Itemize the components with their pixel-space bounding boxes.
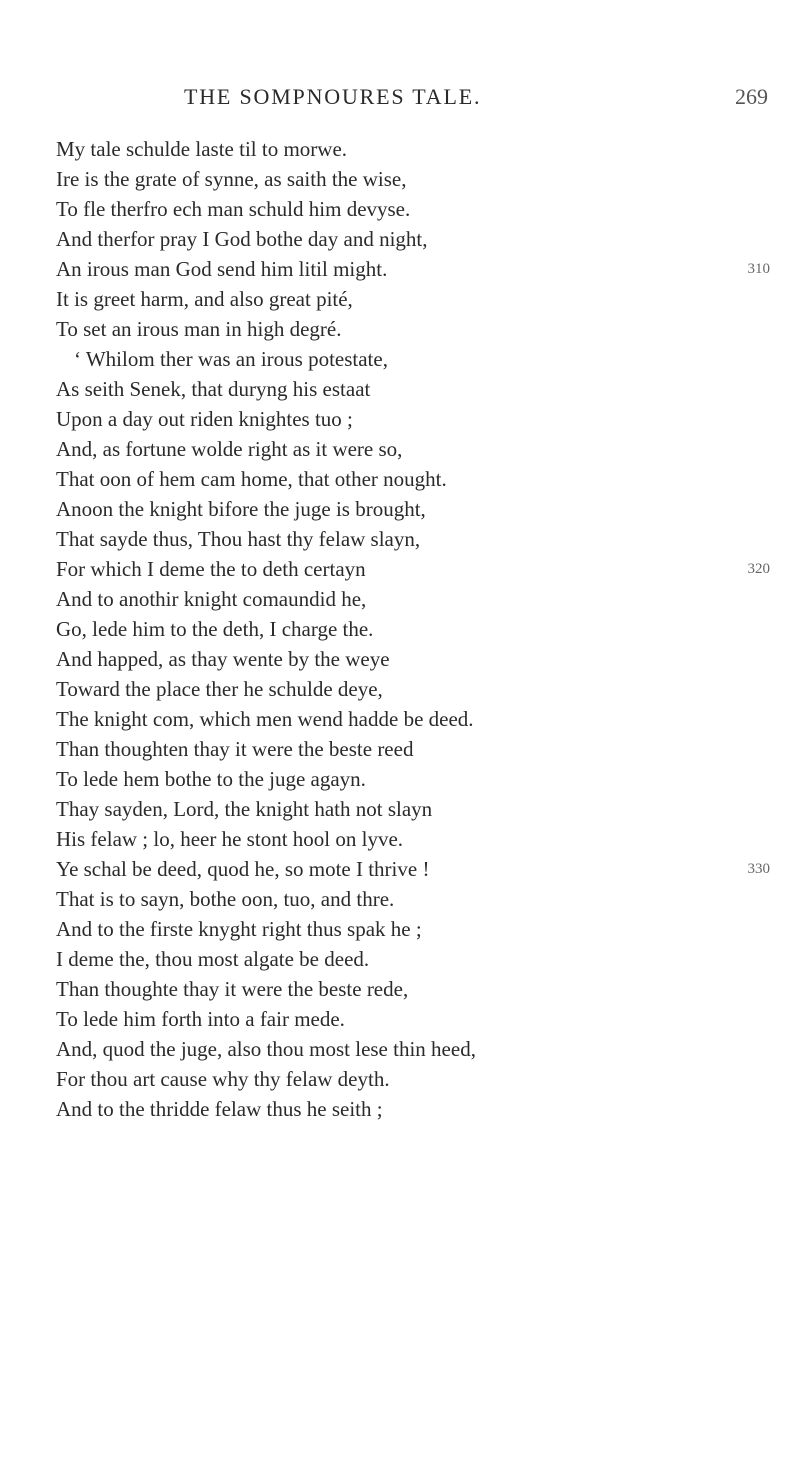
verse-text: Toward the place ther he schulde deye,	[56, 677, 383, 701]
verse-line	[0, 764, 800, 794]
verse-text: And happed, as thay wente by the weye	[56, 647, 390, 671]
verse-line	[0, 374, 800, 404]
verse-text: His felaw ; lo, heer he stont hool on lyve.	[56, 827, 404, 851]
verse-line	[0, 194, 800, 224]
verse-line	[0, 1094, 800, 1124]
verse-text: It is greet harm, and also great pité,	[56, 287, 353, 311]
verse-line	[0, 1034, 800, 1064]
line-number: 320	[747, 561, 770, 577]
verse-line	[0, 494, 800, 524]
verse-text: The knight com, which men wend hadde be deed.	[56, 707, 474, 731]
verse-text: Upon a day out riden knightes tuo ;	[56, 407, 353, 431]
verse-line	[0, 824, 800, 854]
verse-line	[0, 794, 800, 824]
verse-text: Thay sayden, Lord, the knight hath not slayn	[56, 797, 433, 821]
verse-line	[0, 464, 800, 494]
verse-text: To lede him forth into a fair mede.	[56, 1007, 345, 1031]
verse-line	[0, 674, 800, 704]
line-number: 330	[747, 861, 770, 877]
verse-text: Than thoughte thay it were the beste rede,	[56, 977, 409, 1001]
verse-text: To fle therfro ech man schuld him devyse.	[56, 197, 411, 221]
verse-text: Go, lede him to the deth, I charge the.	[56, 617, 374, 641]
verse-text: For which I deme the to deth certayn	[56, 557, 366, 581]
running-title: THE SOMPNOURES TALE.	[184, 84, 482, 109]
verse-line	[0, 944, 800, 974]
verse-line	[0, 554, 800, 584]
verse-line	[0, 134, 800, 164]
verse-text: An irous man God send him litil might.	[56, 257, 388, 281]
verse-text: Ye schal be deed, quod he, so mote I thrive !	[56, 857, 430, 881]
verse-line	[0, 284, 800, 314]
verse-text: And to anothir knight comaundid he,	[56, 587, 367, 611]
verse-text: That oon of hem cam home, that other nought.	[56, 467, 447, 491]
verse-text: Than thoughten thay it were the beste reed	[56, 737, 414, 761]
verse-line	[0, 164, 800, 194]
verse-line	[0, 974, 800, 1004]
verse-text: That is to sayn, bothe oon, tuo, and thre.	[56, 887, 395, 911]
page-number: 269	[735, 84, 768, 109]
verse-line	[0, 614, 800, 644]
verse-line	[0, 854, 800, 884]
verse-line	[0, 734, 800, 764]
verse-line	[0, 314, 800, 344]
verse-line	[0, 1064, 800, 1094]
verse-text: And therfor pray I God bothe day and night,	[56, 227, 428, 251]
poem-text	[0, 134, 800, 1124]
running-head	[0, 84, 800, 114]
verse-text: And to the firste knyght right thus spak he ;	[56, 917, 422, 941]
verse-text: My tale schulde laste til to morwe.	[56, 137, 348, 161]
verse-text: To lede hem bothe to the juge agayn.	[56, 767, 366, 791]
verse-line	[0, 644, 800, 674]
verse-text: And, quod the juge, also thou most lese thin heed,	[56, 1037, 476, 1061]
verse-text: And to the thridde felaw thus he seith ;	[56, 1097, 383, 1121]
verse-text: As seith Senek, that duryng his estaat	[56, 377, 371, 401]
verse-line	[0, 584, 800, 614]
verse-line	[0, 404, 800, 434]
verse-text: Ire is the grate of synne, as saith the wise,	[56, 167, 407, 191]
verse-line	[0, 524, 800, 554]
verse-line	[0, 434, 800, 464]
verse-line	[0, 884, 800, 914]
verse-text: I deme the, thou most algate be deed.	[56, 947, 370, 971]
line-number: 310	[747, 261, 770, 277]
verse-text: For thou art cause why thy felaw deyth.	[56, 1067, 390, 1091]
verse-text: And, as fortune wolde right as it were so,	[56, 437, 403, 461]
verse-line	[0, 1004, 800, 1034]
verse-text: To set an irous man in high degré.	[56, 317, 342, 341]
verse-line	[0, 224, 800, 254]
verse-text: Anoon the knight bifore the juge is brought,	[56, 497, 426, 521]
verse-text: That sayde thus, Thou hast thy felaw slayn,	[56, 527, 421, 551]
verse-line	[0, 344, 800, 374]
verse-line	[0, 914, 800, 944]
verse-line	[0, 704, 800, 734]
verse-text: ‘ Whilom ther was an irous potestate,	[74, 347, 388, 371]
verse-line	[0, 254, 800, 284]
